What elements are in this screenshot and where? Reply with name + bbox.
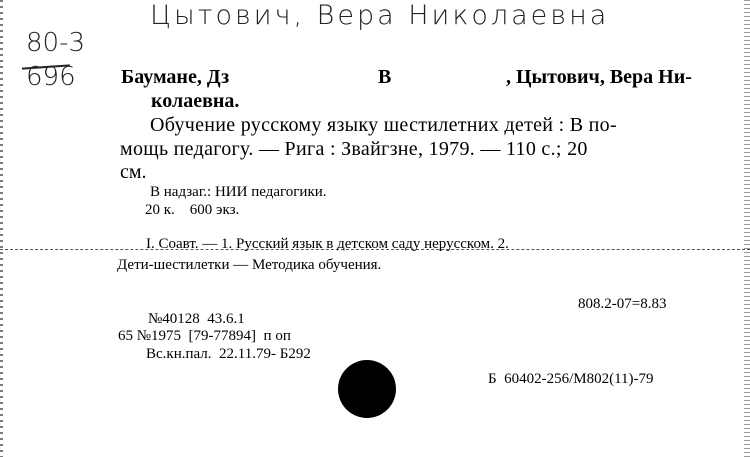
card-right-edge [744, 0, 750, 457]
classification-index: 808.2-07=8.83 [578, 296, 667, 312]
punch-hole [338, 360, 396, 418]
note-line-1: В надзаг.: НИИ педагогики. [150, 184, 327, 200]
title-line-2: мощь педагогу. — Рига : Звайгзне, 1979. — 110 с.; 20 [120, 138, 588, 160]
registration-number: №40128 43.6.1 [148, 311, 245, 327]
subjects-line-2: Дети-шестилетки — Методика обучения. [117, 257, 382, 273]
author-heading-part2: В [378, 66, 392, 88]
author-heading-part1: Бауманe, Дз [121, 66, 230, 88]
call-number-top: 80-3 [26, 28, 86, 58]
call-number-bottom: 696 [26, 62, 76, 92]
card-left-edge [0, 0, 3, 457]
subjects-line-1: I. Соавт. — 1. Русский язык в детском саду нерусском. 2. [146, 236, 509, 252]
order-number: 65 №1975 [79-77894] п оп [118, 328, 291, 344]
chamber-date: Вс.кн.пал. 22.11.79- Б292 [146, 346, 311, 362]
price-code: Б 60402-256/М802(11)-79 [488, 371, 654, 387]
author-heading-part3: , Цытович, Вера Ни- [506, 66, 692, 88]
title-line-1: Обучение русскому языку шестилетних детей : В по- [150, 114, 617, 136]
title-line-3: см. [120, 161, 147, 183]
handwritten-name: Цытович, Вера Николаевна [150, 0, 610, 31]
note-line-2: 20 к. 600 экз. [145, 202, 240, 218]
author-heading-line2: колаевна. [151, 90, 240, 112]
